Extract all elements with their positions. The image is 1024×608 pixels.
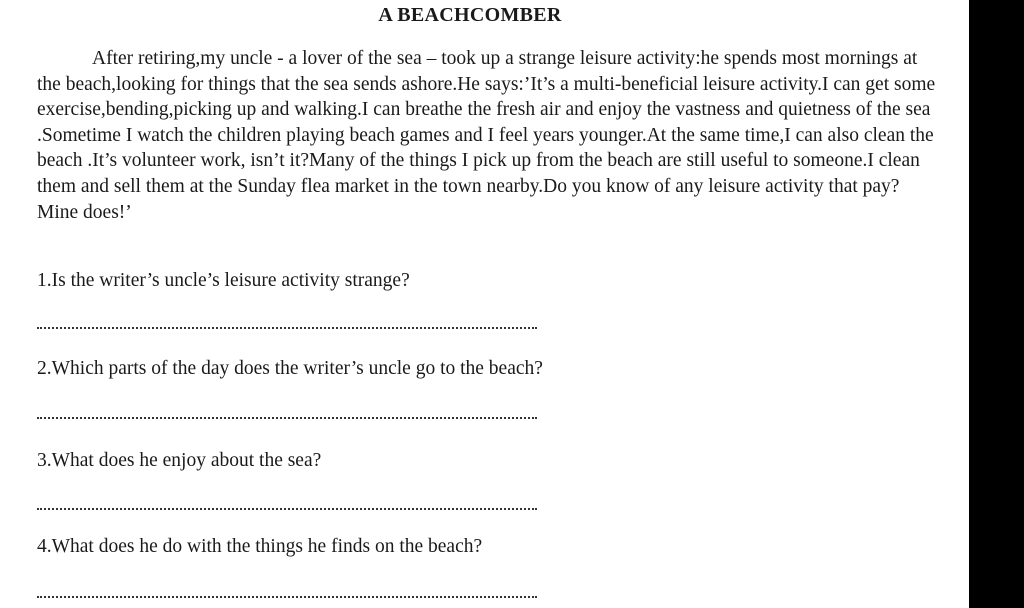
question-3: 3.What does he enjoy about the sea? (37, 450, 322, 471)
question-1: 1.Is the writer’s uncle’s leisure activity strange? (37, 270, 410, 291)
answer-line-3 (37, 508, 537, 510)
question-2: 2.Which parts of the day does the writer’s uncle go to the beach? (37, 358, 543, 379)
answer-line-4 (37, 596, 537, 598)
question-4: 4.What does he do with the things he finds on the beach? (37, 536, 483, 557)
reading-passage: After retiring,my uncle - a lover of the sea – took up a strange leisure activity:he spends most mornings at the beach,looking for things that the sea sends ashore.He says:’It’s a multi-beneficial leisure activity.I can get some exercise,bending,picking up and walking.I can breathe the fresh air and enjoy the vastness and quietness of the sea .Sometime I watch the children playing beach games and I feel years younger.At the same time,I can also clean the beach .It’s volunteer work, isn’t it?Many of the things I pick up from the beach are still useful to someone.I clean them and sell them at the Sunday flea market in the town nearby.Do you know of any leisure activity that pay?Mine does!’ (37, 48, 936, 223)
page-title: A BEACHCOMBER (378, 4, 562, 26)
answer-line-2 (37, 417, 537, 419)
answer-line-1 (37, 327, 537, 329)
